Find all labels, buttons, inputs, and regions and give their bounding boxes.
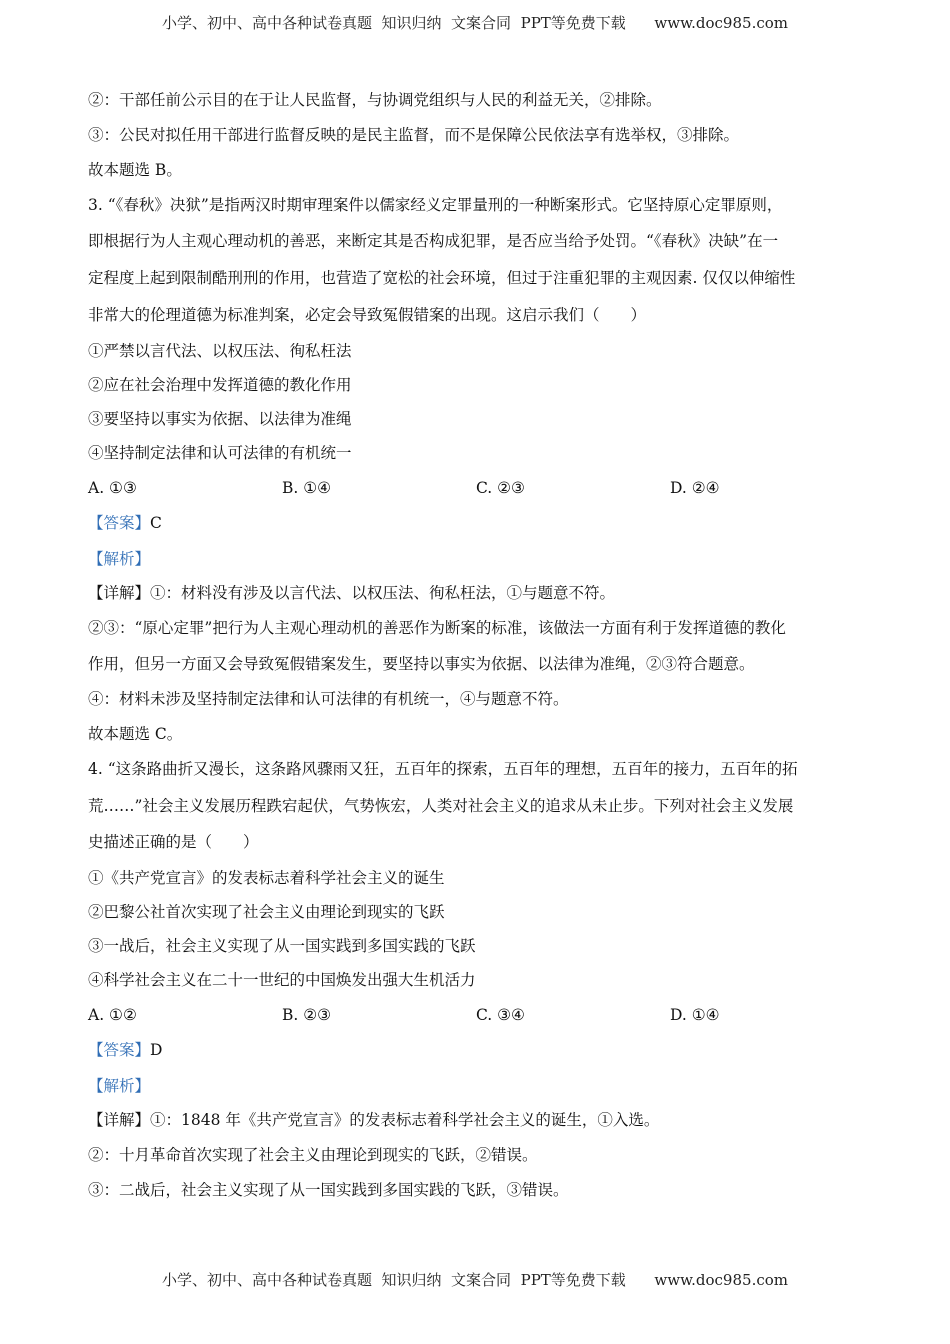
q3-detail-1: 【详解】①：材料没有涉及以言代法、以权压法、徇私枉法，①与题意不符。	[88, 584, 616, 602]
q3-analysis-tag: 【解析】	[88, 550, 151, 568]
q4-statement-2: ②巴黎公社首次实现了社会主义由理论到现实的飞跃	[88, 903, 445, 921]
q4-answer	[88, 1040, 162, 1060]
q3-stem-line-3: 定程度上起到限制酷刑刑的作用，也营造了宽松的社会环境，但过于注重犯罪的主观因素. 仅仅以伸缩性	[88, 269, 796, 287]
q4-stem-line-2: 荒……”社会主义发展历程跌宕起伏，气势恢宏，人类对社会主义的追求从未止步。下列对社会主义发展	[88, 797, 794, 815]
q3-detail-4: ④：材料未涉及坚持制定法律和认可法律的有机统一，④与题意不符。	[88, 690, 569, 708]
prev-analysis-line-1: ②：干部任前公示目的在于让人民监督，与协调党组织与人民的利益无关，②排除。	[88, 91, 662, 109]
page-header: 小学、初中、高中各种试卷真题 知识归纳 文案合同 PPT等免费下载 www.doc985.com	[161, 14, 788, 32]
prev-conclusion: 故本题选 B。	[88, 161, 182, 179]
answer-tag: 【答案】	[88, 514, 151, 532]
q4-option-d: D. ①④	[670, 1006, 720, 1024]
q3-stem-line-1: 3. “《春秋》决狱”是指两汉时期审理案件以儒家经义定罪量刑的一种断案形式。它坚持原心定罪原则，	[88, 196, 783, 214]
q3-detail-2: ②③：“原心定罪”把行为人主观心理动机的善恶作为断案的标准，该做法一方面有利于发挥道德的教化	[88, 619, 786, 637]
answer-tag: 【答案】	[88, 1041, 151, 1059]
answer-value: D	[150, 1041, 163, 1059]
q3-answer	[88, 513, 162, 533]
q3-option-d: D. ②④	[670, 479, 720, 497]
q4-statement-1: ①《共产党宣言》的发表标志着科学社会主义的诞生	[88, 869, 445, 887]
answer-value: C	[150, 514, 162, 532]
q3-stem-line-4: 非常大的伦理道德为标准判案，必定会导致冤假错案的出现。这启示我们（ ）	[88, 306, 647, 324]
q3-stem-line-2: 即根据行为人主观心理动机的善恶，来断定其是否构成犯罪，是否应当给予处罚。“《春秋》决缺”在一	[88, 232, 779, 250]
q4-detail-2: ②：十月革命首次实现了社会主义由理论到现实的飞跃，②错误。	[88, 1146, 538, 1164]
q3-option-c: C. ②③	[476, 479, 525, 497]
q4-option-b: B. ②③	[282, 1006, 332, 1024]
q4-stem-line-3: 史描述正确的是（ ）	[88, 833, 259, 851]
q4-analysis-tag: 【解析】	[88, 1077, 151, 1095]
q3-statement-1: ①严禁以言代法、以权压法、徇私枉法	[88, 342, 352, 360]
q4-option-c: C. ③④	[476, 1006, 525, 1024]
q4-stem-line-1: 4. “这条路曲折又漫长，这条路风骤雨又狂，五百年的探索，五百年的理想，五百年的接力，五百年的拓	[88, 760, 798, 778]
q4-detail-3: ③：二战后，社会主义实现了从一国实践到多国实践的飞跃，③错误。	[88, 1181, 569, 1199]
q3-conclusion: 故本题选 C。	[88, 725, 183, 743]
q4-detail-1: 【详解】①：1848 年《共产党宣言》的发表标志着科学社会主义的诞生，①入选。	[88, 1111, 660, 1129]
q3-detail-3: 作用，但另一方面又会导致冤假错案发生，要坚持以事实为依据、以法律为准绳，②③符合题意。	[88, 655, 755, 673]
q3-statement-3: ③要坚持以事实为依据、以法律为准绳	[88, 410, 352, 428]
q4-option-a: A. ①②	[88, 1006, 137, 1024]
q3-statement-4: ④坚持制定法律和认可法律的有机统一	[88, 444, 352, 462]
q3-statement-2: ②应在社会治理中发挥道德的教化作用	[88, 376, 352, 394]
q4-statement-4: ④科学社会主义在二十一世纪的中国焕发出强大生机活力	[88, 971, 476, 989]
prev-analysis-line-2: ③：公民对拟任用干部进行监督反映的是民主监督，而不是保障公民依法享有选举权，③排除。	[88, 126, 740, 144]
page-footer: 小学、初中、高中各种试卷真题 知识归纳 文案合同 PPT等免费下载 www.doc985.com	[161, 1271, 788, 1289]
q3-option-b: B. ①④	[282, 479, 332, 497]
q4-statement-3: ③一战后，社会主义实现了从一国实践到多国实践的飞跃	[88, 937, 476, 955]
q3-option-a: A. ①③	[88, 479, 137, 497]
